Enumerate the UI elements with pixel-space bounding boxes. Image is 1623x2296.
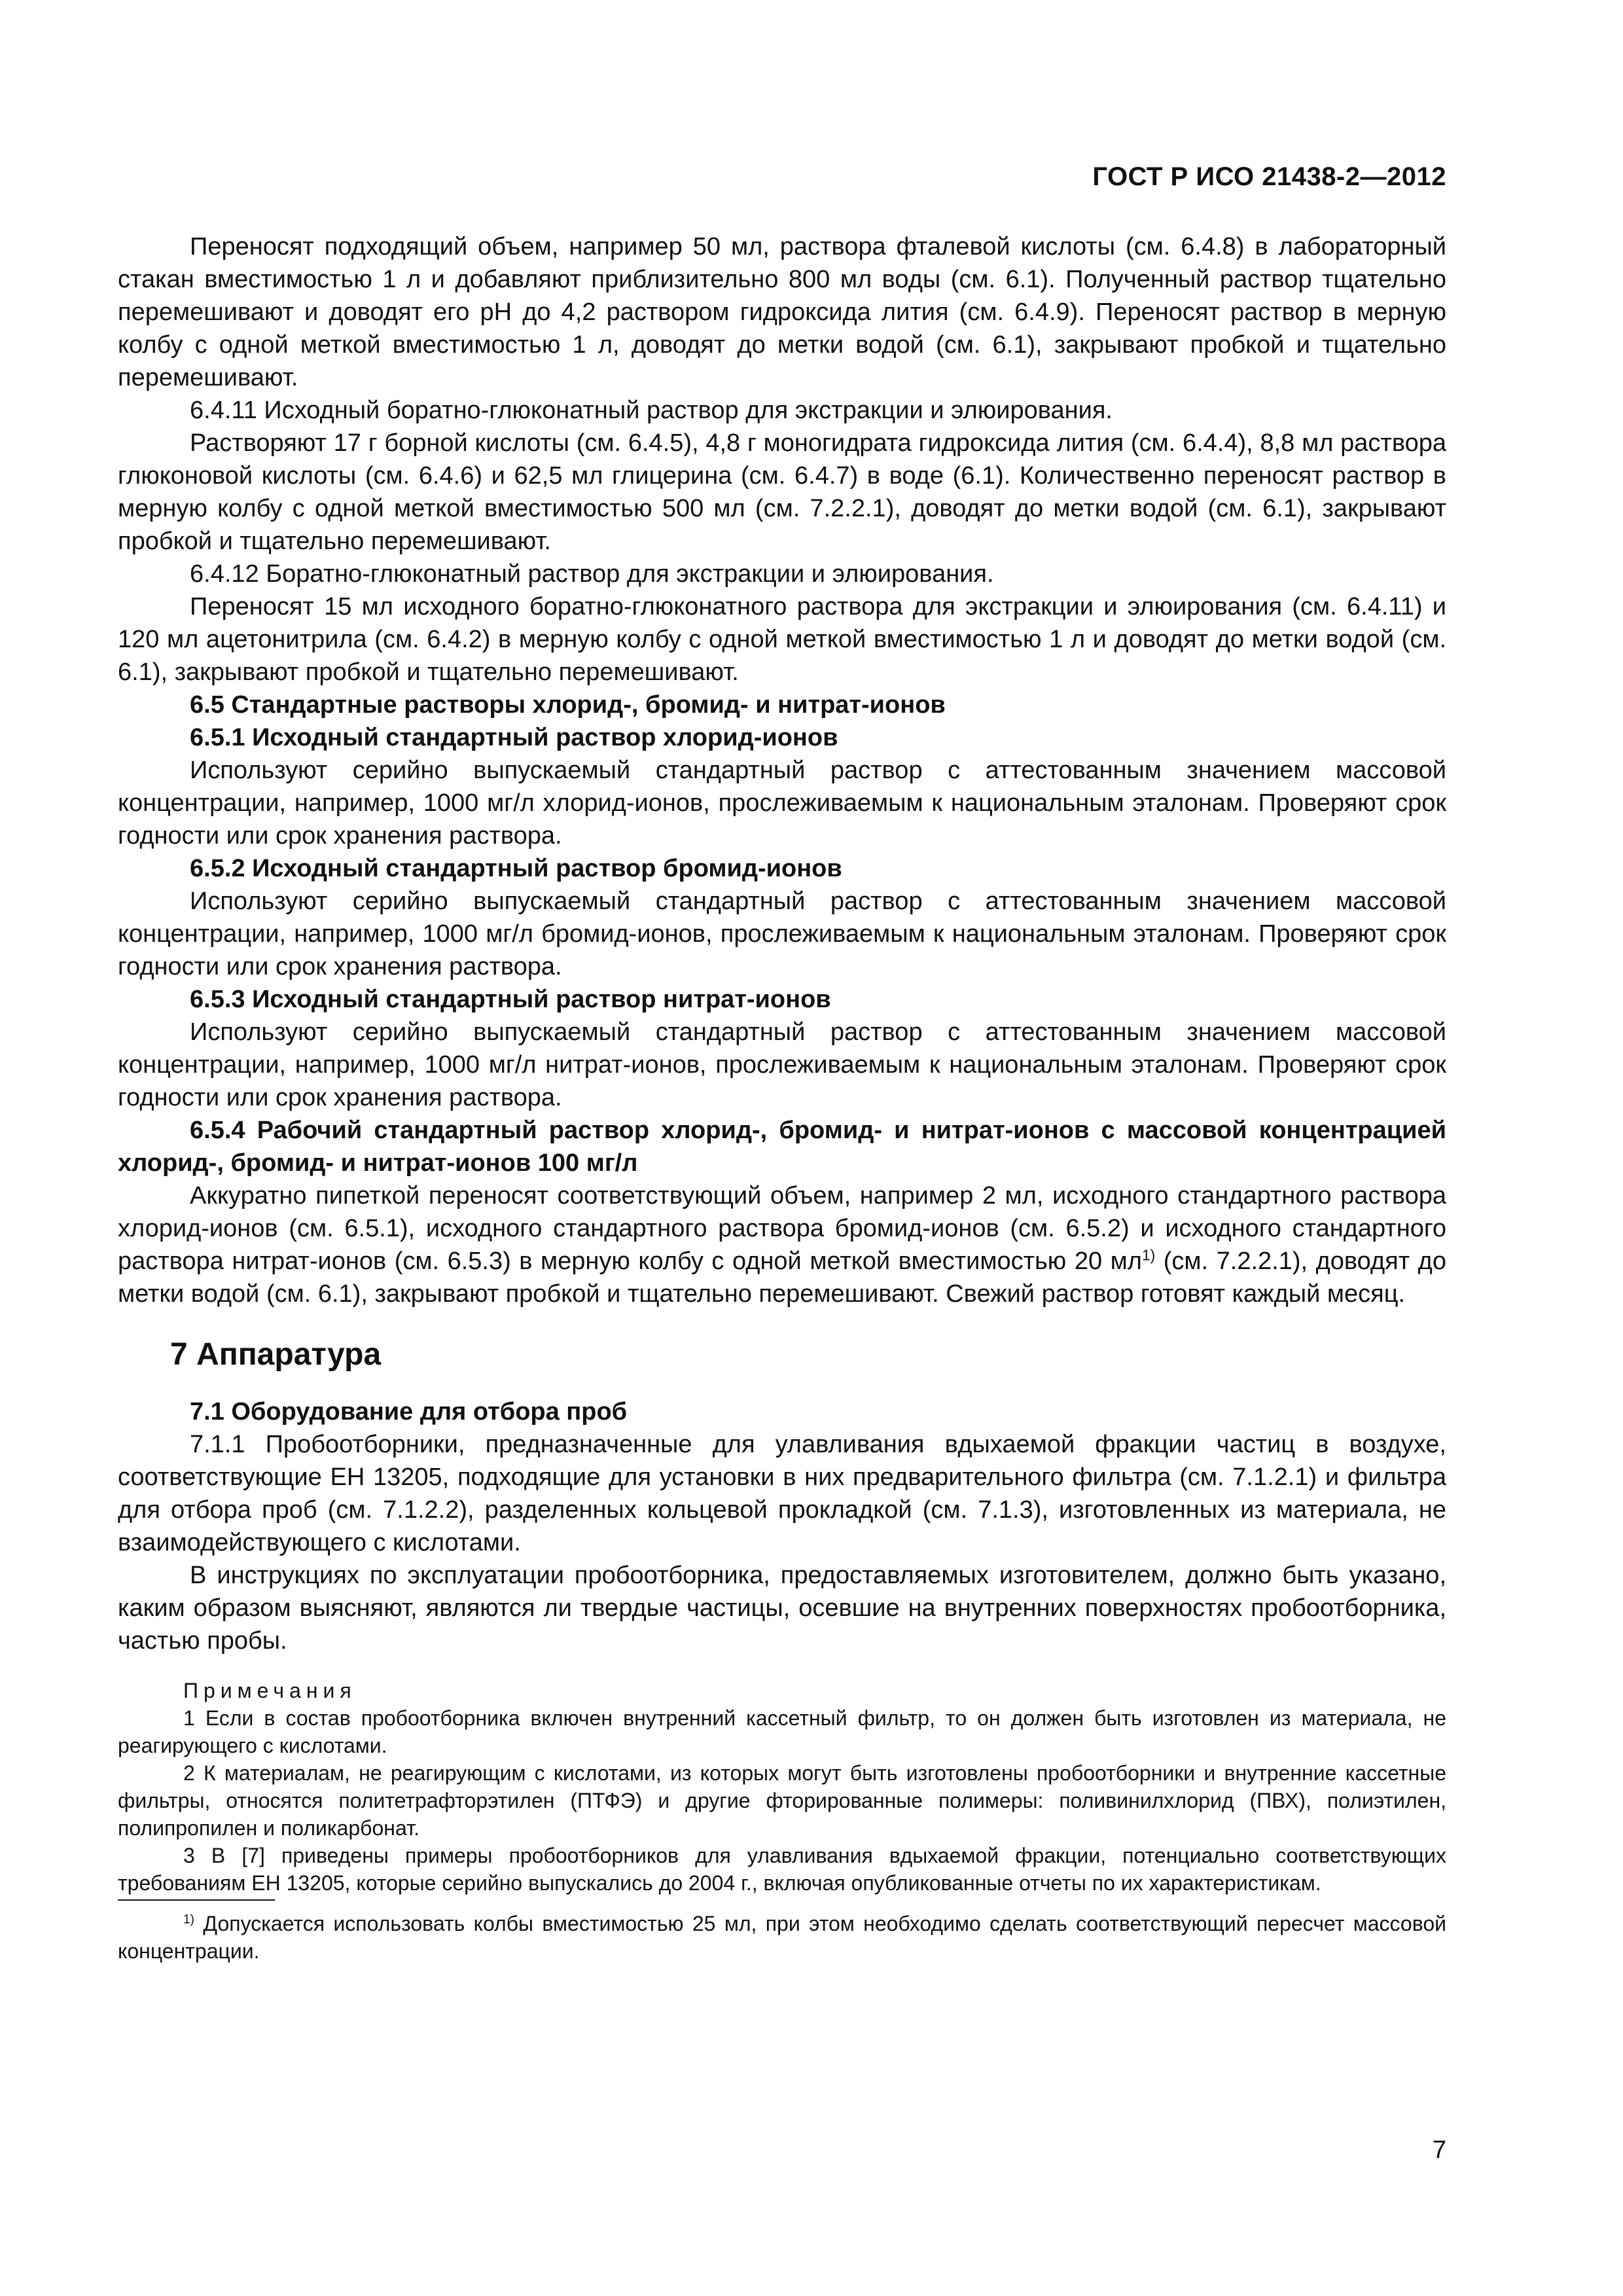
- section-7-title: 7 Аппаратура: [170, 1337, 382, 1372]
- paragraph-borate-stock: Растворяют 17 г борной кислоты (см. 6.4.5), 4,8 г моногидрата гидроксида лития (см. 6.4.4), 8,8 мл раствора глюконовой кислоты (см. 6.4.6) и 62,5 мл глицерина (см. 6.4.7) в воде (6.1). Количественно переносят раствор в мерную колбу с одной меткой вместимостью 500 мл (см. 7.2.2.1), доводят до метки водой (см. 6.1), закрывают пробкой и тщательно перемешивают.: [118, 429, 1446, 555]
- footnote-mark: 1): [183, 1912, 195, 1927]
- paragraph-phthalate-solution: Переносят подходящий объем, например 50 мл, раствора фталевой кислоты (см. 6.4.8) в лабораторный стакан вместимостью 1 л и добавляют приблизительно 800 мл воды (см. 6.1). Полученный раствор тщательно перемешивают и доводят его pH до 4,2 раствором гидроксида лития (см. 6.4.9). Переносят раствор в мерную колбу с одной меткой вместимостью 1 л, доводят до метки водой (см. 6.1), закрывают пробкой и тщательно перемешивают.: [118, 233, 1446, 391]
- paragraph-6-5-3: Используют серийно выпускаемый стандартный раствор с аттестованным значением массовой концентрации, например, 1000 мг/л нитрат-ионов, прослеживаемым к национальным эталонам. Проверяют срок годности или срок хранения раствора.: [118, 1018, 1446, 1111]
- heading-6-5-3: 6.5.3 Исходный стандартный раствор нитрат-ионов: [190, 986, 831, 1013]
- paragraph-6-5-4: [118, 1179, 1446, 1310]
- heading-6-5-1: 6.5.1 Исходный стандартный раствор хлорид-ионов: [190, 724, 838, 751]
- note-1: 1 Если в состав пробоотборника включен внутренний кассетный фильтр, то он должен быть изготовлен из материала, не реагирующего с кислотами.: [118, 1706, 1446, 1757]
- footnote-text: Допускается использовать колбы вместимостью 25 мл, при этом необходимо сделать соответствующий пересчет массовой концентрации.: [118, 1912, 1446, 1963]
- page-body: [118, 230, 1446, 1965]
- footnote: [118, 1910, 1446, 1965]
- paragraph-7-1-1: 7.1.1 Пробоотборники, предназначенные для улавливания вдыхаемой фракции частиц в воздухе, соответствующие ЕН 13205, подходящие для установки в них предварительного фильтра (см. 7.1.2.1) и фильтра для отбора проб (см. 7.1.2.2), разделенных кольцевой прокладкой (см. 7.1.3), изготовленных из материала, не взаимодействующего с кислотами.: [118, 1431, 1446, 1556]
- heading-6-5-2: 6.5.2 Исходный стандартный раствор бромид-ионов: [190, 855, 842, 882]
- heading-6-5-4: 6.5.4 Рабочий стандартный раствор хлорид-, бромид- и нитрат-ионов с массовой концентрацией хлорид-, бромид- и нитрат-ионов 100 мг/л: [118, 1117, 1446, 1177]
- paragraph-borate-working: Переносят 15 мл исходного боратно-глюконатного раствора для экстракции и элюирования (см. 6.4.11) и 120 мл ацетонитрила (см. 6.4.2) в мерную колбу с одной меткой вместимостью 1 л и доводят до метки водой (см. 6.1), закрывают пробкой и тщательно перемешивают.: [118, 593, 1446, 686]
- clause-6-4-11: 6.4.11 Исходный боратно-глюконатный раствор для экстракции и элюирования.: [190, 397, 1113, 424]
- document-page: [118, 0, 1446, 2296]
- heading-6-5: 6.5 Стандартные растворы хлорид-, бромид- и нитрат-ионов: [190, 691, 946, 719]
- paragraph-6-5-4-part-b: (см. 7.2.2.1), доводят до метки водой (см. 6.1), закрывают пробкой и тщательно перемешивают. Свежий раствор готовят каждый месяц.: [118, 1247, 1446, 1308]
- paragraph-sampler-instructions: В инструкциях по эксплуатации пробоотборника, предоставляемых изготовителем, должно быть указано, каким образом выясняют, являются ли твердые частицы, осевшие на внутренних поверхностях пробоотборника, частью пробы.: [118, 1562, 1446, 1655]
- footnote-divider: [118, 1899, 275, 1901]
- note-2: 2 К материалам, не реагирующим с кислотами, из которых могут быть изготовлены пробоотборники и внутренние кассетные фильтры, относятся политетрафторэтилен (ПТФЭ) и другие фторированные полимеры: поливинилхлорид (ПВХ), полиэтилен, полипропилен и поликарбонат.: [118, 1761, 1446, 1840]
- note-3: 3 В [7] приведены примеры пробоотборников для улавливания вдыхаемой фракции, потенциально соответствующих требованиям ЕН 13205, которые серийно выпускались до 2004 г., включая опубликованные отчеты по их характеристикам.: [118, 1844, 1446, 1895]
- document-code-header: ГОСТ Р ИСО 21438-2—2012: [1092, 162, 1446, 191]
- footnote-reference: 1): [1141, 1246, 1156, 1264]
- paragraph-6-5-2: Используют серийно выпускаемый стандартный раствор с аттестованным значением массовой концентрации, например, 1000 мг/л бромид-ионов, прослеживаемым к национальным эталонам. Проверяют срок годности или срок хранения раствора.: [118, 888, 1446, 980]
- clause-6-4-12: 6.4.12 Боратно-глюконатный раствор для экстракции и элюирования.: [190, 560, 994, 588]
- paragraph-6-5-1: Используют серийно выпускаемый стандартный раствор с аттестованным значением массовой концентрации, например, 1000 мг/л хлорид-ионов, прослеживаемым к национальным эталонам. Проверяют срок годности или срок хранения раствора.: [118, 757, 1446, 850]
- heading-7-1: 7.1 Оборудование для отбора проб: [190, 1398, 628, 1426]
- paragraph-6-5-4-part-a: Аккуратно пипеткой переносят соответствующий объем, например 2 мл, исходного стандартного раствора хлорид-ионов (см. 6.5.1), исходного стандартного раствора бромид-ионов (см. 6.5.2) и исходного стандартного раствора нитрат-ионов (см. 6.5.3) в мерную колбу с одной меткой вместимостью 20 мл: [118, 1182, 1446, 1275]
- notes-block: [118, 1677, 1446, 1897]
- page-number: 7: [1432, 2136, 1446, 2164]
- notes-title: Примечания: [183, 1679, 357, 1702]
